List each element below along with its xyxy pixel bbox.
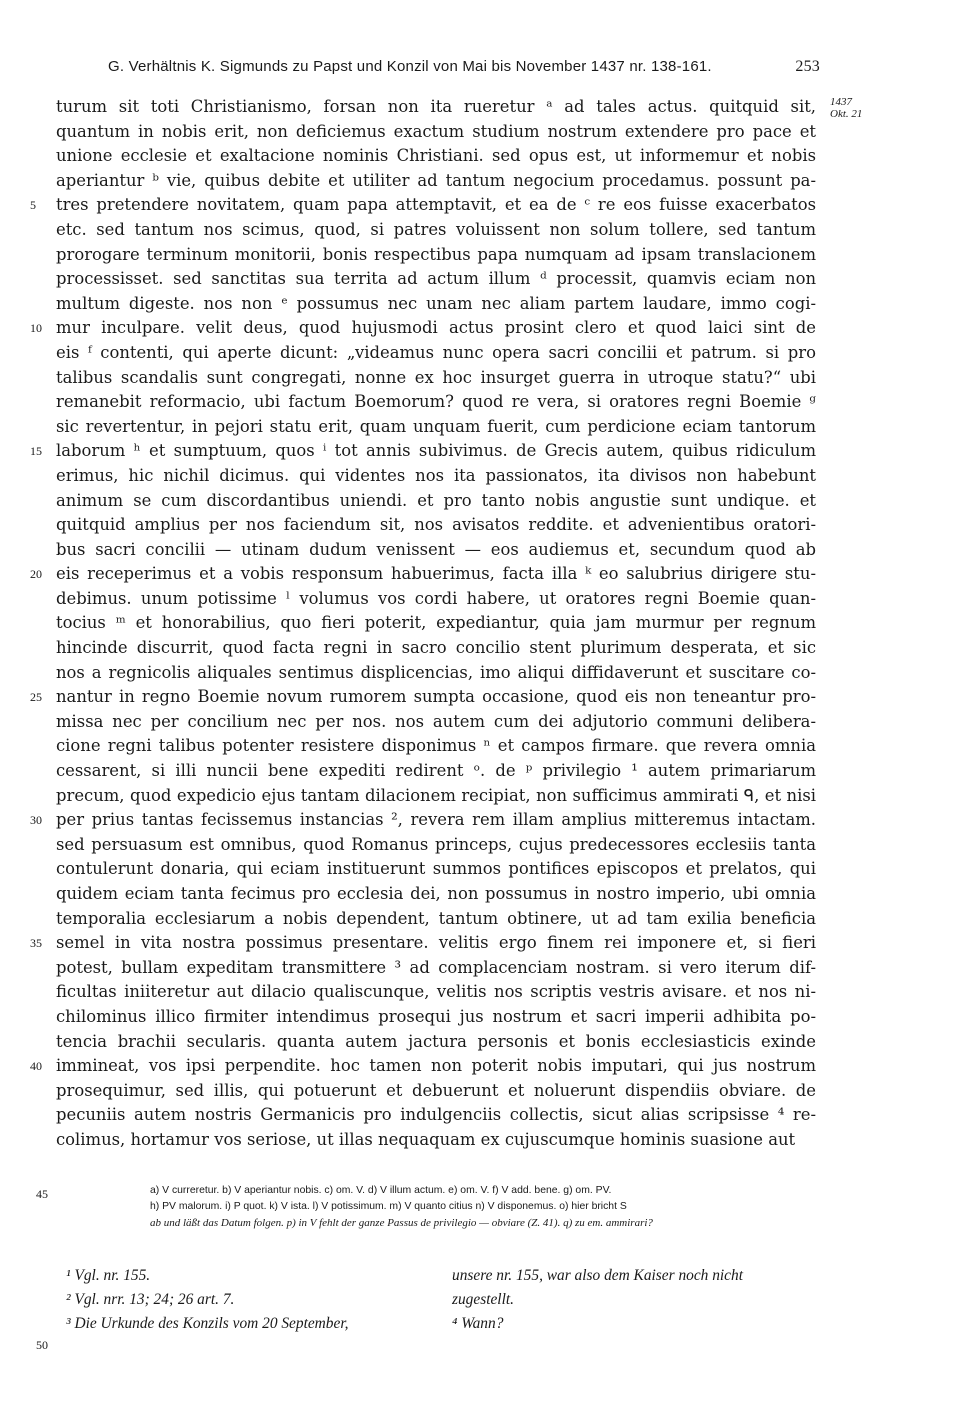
text-line — [56, 292, 816, 317]
line-text: contulerunt donaria, qui eciam instituerunt summos pontifices episcopos et prelatos, qui — [56, 859, 816, 879]
line-text: debimus. unum potissime ˡ volumus vos cordi habere, ut oratores regni Boemie quan- — [56, 588, 816, 608]
line-text: mur inculpare. velit deus, quod hujusmodi actus prosint clero et quod laici sint de — [56, 318, 816, 338]
text-line — [56, 857, 816, 882]
line-text: missa nec per concilium nec per nos. nos autem cum dei adjutorio communi delibera- — [56, 711, 816, 731]
text-line — [30, 1054, 816, 1079]
text-line — [56, 710, 816, 735]
footnote-line: ¹ Vgl. nr. 155. — [66, 1267, 151, 1284]
line-text: precum, quod expedicio ejus tantam dilacionem recipiat, non sufficimus ammirati ᑫ, et nisi — [56, 785, 816, 805]
text-line — [30, 685, 816, 710]
line-text: per prius tantas fecissemus instancias ², revera rem illam amplius mitteremus intactam. — [56, 810, 816, 830]
line-text: animum se cum discordantibus uniendi. et pro tanto nobis angustie sunt undique. et — [56, 490, 816, 510]
text-line — [56, 956, 816, 981]
text-line — [56, 415, 816, 440]
line-text: quitquid amplius per nos faciendum sit, nos avisatos reddite. et advenientibus oratori- — [56, 515, 816, 535]
line-number: 35 — [30, 936, 42, 951]
line-number: 5 — [30, 198, 36, 213]
line-text: tocius ᵐ et honorabilius, quo fieri poterit, expediantur, quia jam murmur per regnum — [56, 613, 816, 633]
text-line — [56, 341, 816, 366]
line-text: processisset. sed sanctitas sua territa ad actum illum ᵈ processit, quamvis eciam non — [56, 269, 816, 289]
text-line — [56, 120, 816, 145]
text-line — [56, 636, 816, 661]
line-text: semel in vita nostra possimus presentare. velitis ergo finem rei imponere et, si fieri — [56, 933, 816, 953]
line-text: cessarent, si illi nuncii bene expediti redirent ᵒ. de ᵖ privilegio ¹ autem primariarum — [56, 761, 816, 781]
line-number: 10 — [30, 321, 42, 336]
line-number: 25 — [30, 690, 42, 705]
text-line — [56, 1128, 816, 1153]
footnote-line: zugestellt. — [452, 1291, 514, 1308]
line-text: prosequimur, sed illis, qui potuerunt et debuerunt et noluerunt dispendiis obviare. de — [56, 1080, 816, 1100]
text-line — [56, 366, 816, 391]
line-text: potest, bullam expeditam transmittere ³ ad complacenciam nostram. si vero iterum dif- — [56, 957, 816, 977]
text-line — [56, 169, 816, 194]
line-text: turum sit toti Christianismo, forsan non ita rueretur ᵃ ad tales actus. quitquid sit, — [56, 97, 816, 116]
text-line — [56, 218, 816, 243]
running-title: G. Verhältnis K. Sigmunds zu Papst und Konzil von Mai bis November 1437 nr. 138-161. — [108, 58, 712, 75]
line-text: sed persuasum est omnibus, quod Romanus princeps, cujus predecessores ecclesiis tanta — [56, 834, 816, 854]
footnotes-right — [452, 1264, 832, 1336]
text-line — [56, 243, 816, 268]
line-text: unione ecclesie et exaltacione nominis Christiani. sed opus est, ut informemur et nobis — [56, 146, 816, 166]
apparatus-line-number: 45 — [36, 1187, 48, 1201]
apparatus-line: a) V curreretur. b) V aperiantur nobis. c) om. V. d) V illum actum. e) om. V. f) V add. bene. g) om. PV. — [150, 1185, 612, 1196]
text-line — [30, 316, 816, 341]
text-line — [56, 784, 816, 809]
text-line — [56, 1103, 816, 1128]
text-line — [56, 907, 816, 932]
text-line — [56, 882, 816, 907]
line-text: temporalia ecclesiarum a nobis dependent, tantum obtinere, ut ad tam exilia beneficia — [56, 908, 816, 928]
footnote-line: ³ Die Urkunde des Konzils vom 20 September, — [66, 1315, 349, 1332]
line-text: immineat, vos ipsi perpendite. hoc tamen non poterit nobis imputari, qui jus nostrum — [56, 1056, 816, 1076]
line-text: pecuniis autem nostris Germanicis pro indulgenciis collectis, sicut alias scripsisse ⁴ re- — [56, 1105, 816, 1125]
line-number: 40 — [30, 1059, 42, 1074]
text-line — [56, 611, 816, 636]
text-line — [30, 562, 816, 587]
text-line — [30, 931, 816, 956]
text-line — [56, 267, 816, 292]
line-text: nantur in regno Boemie novum rumorem sumpta occasione, quod eis non teneantur pro- — [56, 687, 816, 707]
text-line — [56, 489, 816, 514]
text-line — [56, 734, 816, 759]
apparatus-line: h) PV malorum. i) P quot. k) V ista. l) V potissimum. m) V quanto citius n) V disponemus. o) hier bricht S — [150, 1201, 627, 1212]
running-header — [108, 58, 820, 75]
text-line — [56, 661, 816, 686]
text-line — [56, 587, 816, 612]
line-text: laborum ʰ et sumptuum, quos ⁱ tot annis subivimus. de Grecis autem, quibus ridiculum — [56, 441, 816, 461]
line-text: tres pretendere novitatem, quam papa attemptavit, et ea de ᶜ re eos fuisse exacerbatos — [56, 195, 816, 215]
text-line — [30, 193, 816, 218]
line-text: cione regni talibus potenter resistere disponimus ⁿ et campos firmare. que revera omnia — [56, 736, 816, 756]
line-text: chilominus illico firmiter intendimus prosequi jus nostrum et sacri imperii adhibita po- — [56, 1006, 816, 1026]
text-line — [56, 980, 816, 1005]
line-text: quantum in nobis erit, non deficiemus exactum studium nostrum extendere pro pace et — [56, 121, 816, 141]
text-line — [56, 759, 816, 784]
line-text: prorogare terminum monitorii, bonis respectibus papa numquam ad ipsam translacionem — [56, 244, 816, 264]
text-line — [30, 439, 816, 464]
line-text: hincinde discurrit, quod facta regni in sacro concilio stent plurimum desperata, et sic — [56, 638, 816, 658]
line-text: sic revertentur, in pejori statu erit, quam unquam fuerit, cum perdicione eciam tantorum — [56, 416, 816, 436]
text-line — [56, 513, 816, 538]
line-number: 15 — [30, 444, 42, 459]
footnote-line: unsere nr. 155, war also dem Kaiser noch nicht — [452, 1267, 743, 1284]
footnote-line: ⁴ Wann? — [452, 1315, 504, 1332]
margin-day: Okt. 21 — [830, 108, 863, 120]
text-line — [56, 1079, 816, 1104]
line-text: bus sacri concilii — utinam dudum venissent — eos audiemus et, secundum quod ab — [56, 539, 816, 559]
footnote-line-number: 50 — [36, 1338, 48, 1352]
line-text: eis ᶠ contenti, qui aperte dicunt: „videamus nunc opera sacri concilii et patrum. si pro — [56, 342, 816, 362]
line-text: ficultas iniiteretur aut dilacio qualiscunque, velitis nos scriptis vestris avisare. et nos ni- — [56, 982, 816, 1002]
line-number: 30 — [30, 813, 42, 828]
text-line — [56, 1030, 816, 1055]
margin-year: 1437 — [830, 96, 852, 108]
line-text: remanebit reformacio, ubi factum Boemorum? quod re vera, si oratores regni Boemie ᵍ — [56, 392, 816, 412]
text-line — [56, 464, 816, 489]
line-text: erimus, hic nichil dicimus. qui videntes nos ita passionatos, ita divisos non habebunt — [56, 465, 816, 485]
critical-apparatus — [150, 1183, 820, 1231]
text-line — [56, 1005, 816, 1030]
line-text: talibus scandalis sunt congregati, nonne ex hoc insurget guerra in utroque statu?“ ubi — [56, 367, 816, 387]
text-line — [56, 390, 816, 415]
text-line — [56, 538, 816, 563]
margin-date — [830, 96, 862, 120]
line-number: 20 — [30, 567, 42, 582]
line-text: aperiantur ᵇ vie, quibus debite et utiliter ad tantum negocium procedamus. possunt pa- — [56, 170, 816, 190]
line-text: nos a regnicolis aliquales sentimus displicencias, imo aliqui diffidaverunt et suscitare co- — [56, 662, 816, 682]
footnotes-left — [66, 1264, 436, 1336]
line-text: multum digeste. nos non ᵉ possumus nec unam nec aliam partem laudare, immo cogi- — [56, 293, 816, 313]
text-line — [56, 144, 816, 169]
text-line — [56, 833, 816, 858]
line-text: etc. sed tantum nos scimus, quod, si patres voluissent non solum tollere, sed tantum — [56, 219, 816, 239]
line-text: eis receperimus et a vobis responsum habuerimus, facta illa ᵏ eo salubrius dirigere stu- — [56, 564, 816, 584]
apparatus-line: ab und läßt das Datum folgen. p) in V fehlt der ganze Passus de privilegio — obviare (Z. 41). q) zu em. ammirari? — [150, 1217, 653, 1229]
line-text: tencia brachii secularis. quanta autem jactura personis et bonis ecclesiasticis exinde — [56, 1031, 816, 1051]
main-text — [30, 95, 816, 1153]
text-line — [30, 808, 816, 833]
line-text: quidem eciam tanta fecimus pro ecclesia dei, non possumus in nostro imperio, ubi omnia — [56, 884, 816, 903]
footnote-line: ² Vgl. nrr. 13; 24; 26 art. 7. — [66, 1291, 235, 1308]
text-line — [56, 95, 816, 120]
line-text: colimus, hortamur vos seriose, ut illas nequaquam ex cujuscumque hominis suasione aut — [56, 1129, 796, 1149]
page-number: 253 — [795, 58, 820, 75]
